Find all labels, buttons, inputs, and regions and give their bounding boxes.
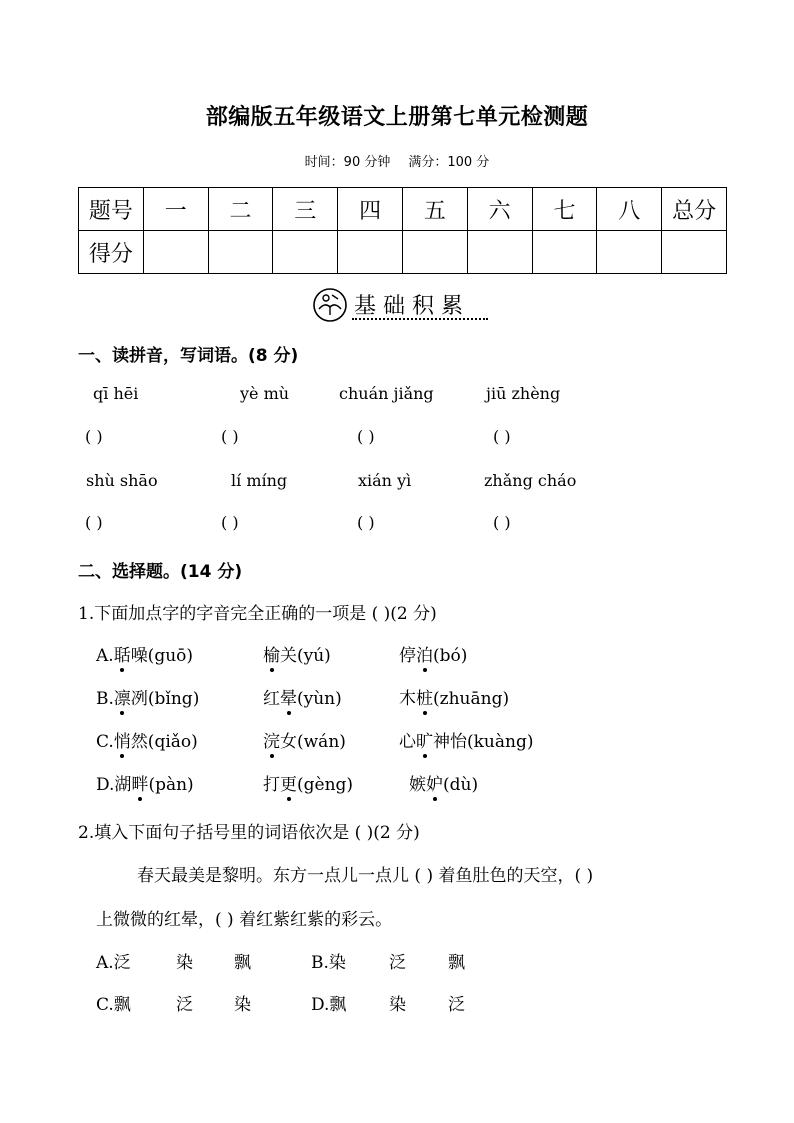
option-b-2: 红晕(yùn): [263, 684, 342, 709]
score-blank-cell[interactable]: [338, 231, 403, 274]
option-d-3: 嫉妒(dù): [409, 770, 478, 795]
answer-blank[interactable]: ( ): [221, 513, 239, 532]
score-blank-cell[interactable]: [597, 231, 662, 274]
option-word: 泛: [448, 995, 465, 1015]
score-table-header-row: [79, 188, 727, 231]
option-d-1[interactable]: D.湖畔(pàn): [96, 770, 194, 795]
option-word: 泛: [176, 995, 193, 1015]
exam-time: 时间：90 分钟: [304, 155, 391, 170]
book-reading-icon: [310, 285, 350, 325]
score-blank-cell[interactable]: [208, 231, 273, 274]
dotted-char: 榆: [263, 641, 280, 666]
score-table-cell: 四: [338, 188, 403, 231]
option-a-2: 榆关(yú): [263, 641, 331, 666]
pinyin-label: shù shāo: [86, 471, 158, 490]
option-d[interactable]: D.飘: [311, 995, 347, 1015]
q2-1-stem: 1.下面加点字的字音完全正确的一项是 ( )(2 分): [78, 604, 437, 624]
dotted-char: 妒: [426, 770, 443, 795]
score-table: [78, 187, 727, 274]
score-table-score-row: [79, 231, 727, 274]
score-table-cell: 二: [208, 188, 273, 231]
dotted-char: 桩: [416, 684, 433, 709]
score-table-cell: 六: [467, 188, 532, 231]
pinyin-label: lí míng: [231, 471, 288, 490]
score-table-row-label: 得分: [79, 231, 144, 274]
answer-blank[interactable]: ( ): [85, 513, 103, 532]
answer-blank[interactable]: ( ): [221, 427, 239, 446]
q2-2-stem: 2.填入下面句子括号里的词语依次是 ( )(2 分): [78, 823, 420, 843]
q2-heading: 二、选择题。(14 分): [78, 562, 243, 582]
score-table-cell: 一: [143, 188, 208, 231]
score-table-cell: 七: [532, 188, 597, 231]
section-title: 基础积累: [354, 294, 471, 319]
dotted-char: 浣: [263, 727, 280, 752]
option-c[interactable]: C.飘: [96, 995, 131, 1015]
option-word: 飘: [448, 953, 465, 973]
exam-info: [0, 151, 794, 170]
option-b[interactable]: B.染: [311, 953, 346, 973]
option-word: 飘: [234, 953, 251, 973]
q1-heading: 一、读拼音，写词语。(8 分): [78, 346, 299, 366]
answer-blank[interactable]: ( ): [85, 427, 103, 446]
score-blank-cell[interactable]: [143, 231, 208, 274]
section-banner: [310, 285, 500, 327]
dotted-char: 旷: [416, 727, 433, 752]
pinyin-label: yè mù: [240, 384, 290, 403]
dotted-char: 更: [280, 770, 297, 795]
passage-line-1: 春天最美是黎明。东方一点儿一点儿 ( ) 着鱼肚色的天空，( ): [137, 866, 594, 886]
dotted-char: 畔: [131, 770, 148, 795]
pinyin-label: zhǎng cháo: [484, 471, 577, 490]
option-word: 染: [234, 995, 251, 1015]
option-word: 泛: [389, 953, 406, 973]
passage-line-2: 上微微的红晕，( ) 着红紫红紫的彩云。: [96, 910, 393, 930]
dotted-char: 泊: [416, 641, 433, 666]
score-blank-cell[interactable]: [662, 231, 727, 274]
dotted-char: 晕: [280, 684, 297, 709]
pinyin-label: xián yì: [358, 471, 412, 490]
option-a-3: 停泊(bó): [399, 641, 467, 666]
dotted-char: 聒: [114, 641, 131, 666]
page-title: 部编版五年级语文上册第七单元检测题: [205, 105, 589, 130]
option-a-1[interactable]: A.聒噪(guō): [96, 641, 193, 666]
option-d-2: 打更(gèng): [263, 770, 353, 795]
answer-blank[interactable]: ( ): [493, 513, 511, 532]
dotted-char: 悄: [114, 727, 131, 752]
answer-blank[interactable]: ( ): [357, 513, 375, 532]
score-table-cell: 八: [597, 188, 662, 231]
pinyin-label: qī hēi: [93, 384, 139, 403]
section-underline: [352, 318, 488, 320]
exam-full-score: 满分：100 分: [408, 155, 490, 170]
pinyin-label: jiū zhèng: [486, 384, 561, 403]
option-a[interactable]: A.泛: [96, 953, 131, 973]
score-blank-cell[interactable]: [273, 231, 338, 274]
pinyin-label: chuán jiǎng: [339, 384, 434, 403]
dotted-char: 凛: [114, 684, 131, 709]
score-table-cell: 题号: [79, 188, 144, 231]
score-blank-cell[interactable]: [532, 231, 597, 274]
option-word: 染: [389, 995, 406, 1015]
answer-blank[interactable]: ( ): [493, 427, 511, 446]
option-c-1[interactable]: C.悄然(qiǎo): [96, 727, 198, 752]
score-blank-cell[interactable]: [402, 231, 467, 274]
score-table-cell: 五: [402, 188, 467, 231]
answer-blank[interactable]: ( ): [357, 427, 375, 446]
score-table-cell: 三: [273, 188, 338, 231]
option-word: 染: [176, 953, 193, 973]
option-c-2: 浣女(wán): [263, 727, 346, 752]
option-c-3: 心旷神怡(kuàng): [399, 727, 533, 752]
score-blank-cell[interactable]: [467, 231, 532, 274]
score-table-cell: 总分: [662, 188, 727, 231]
option-b-3: 木桩(zhuāng): [399, 684, 509, 709]
option-b-1[interactable]: B.凛冽(bǐng): [96, 684, 199, 709]
